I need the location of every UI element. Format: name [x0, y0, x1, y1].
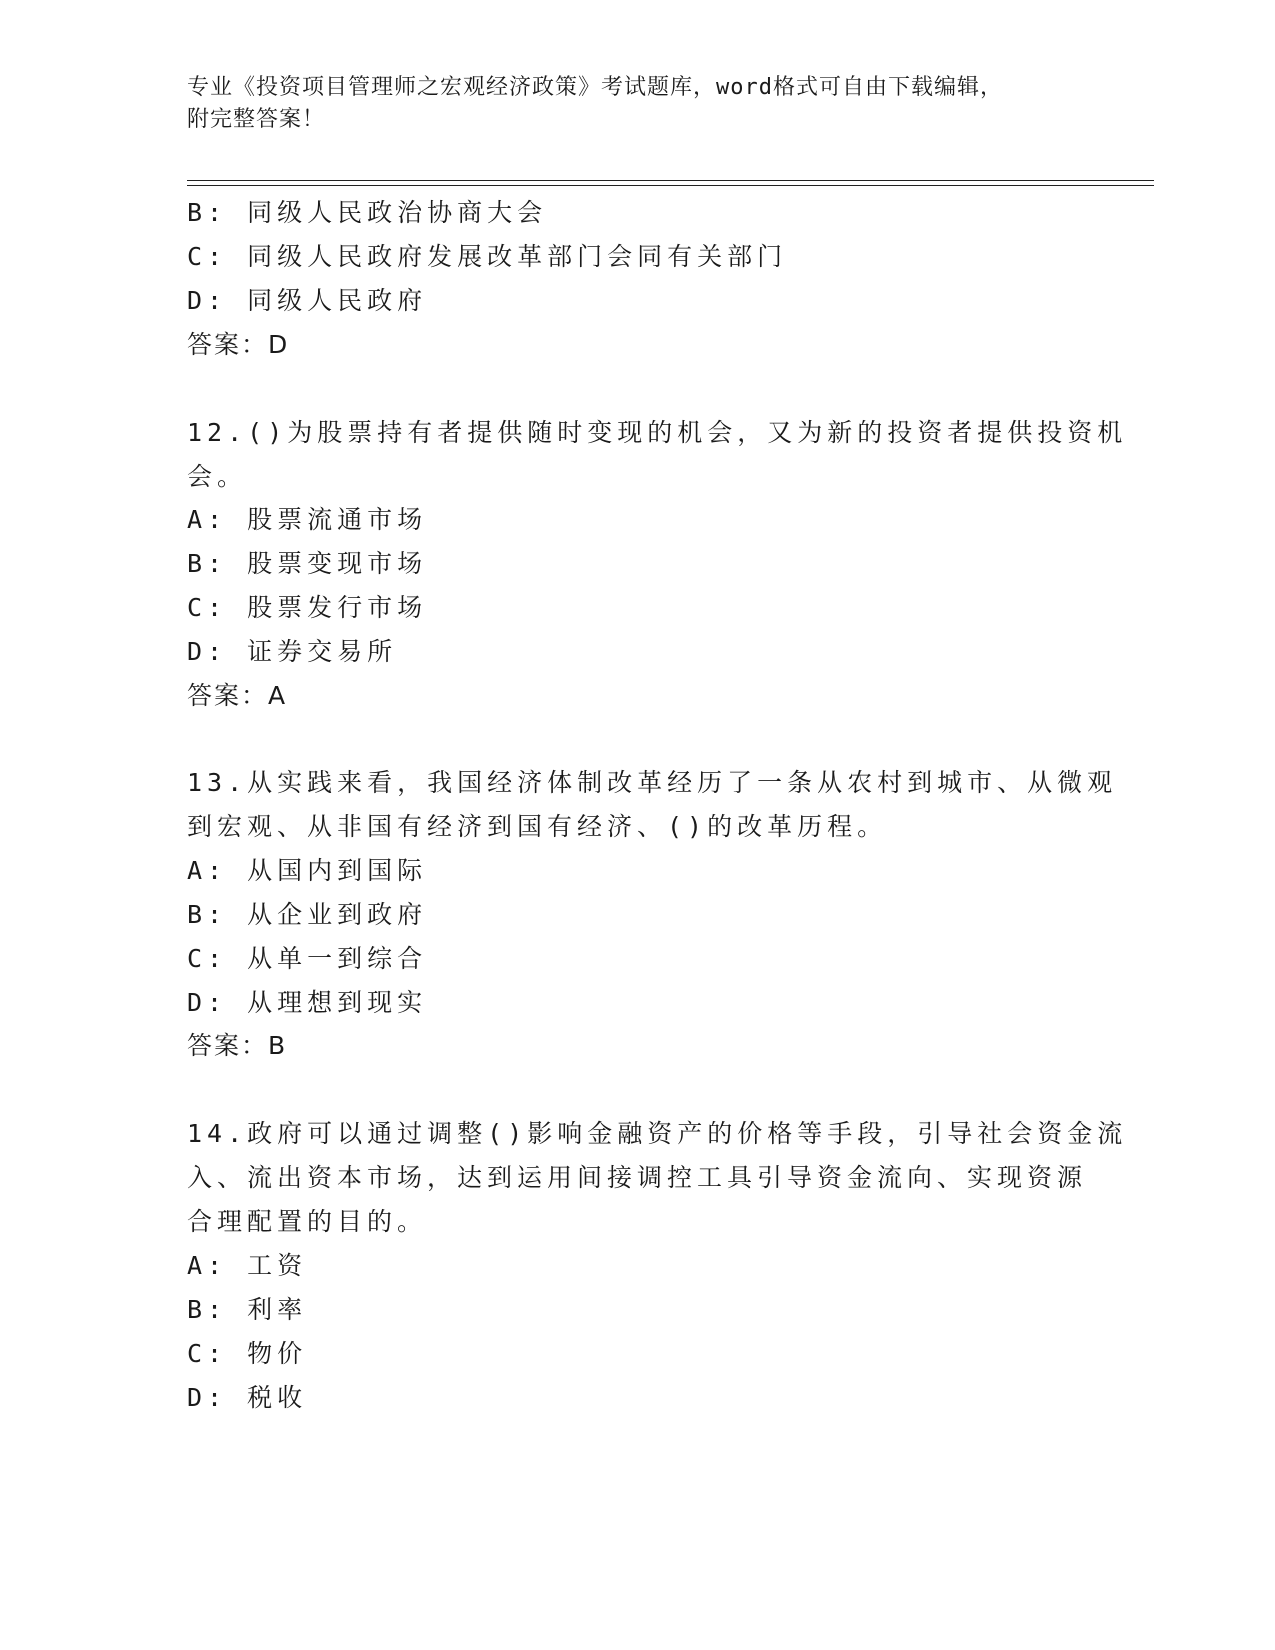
q12-option-c: C: 股票发行市场: [187, 593, 428, 622]
q11-option-d: D: 同级人民政府: [187, 286, 428, 315]
q13-option-d: D: 从理想到现实: [187, 988, 428, 1017]
q12-stem-line-1: 12.()为股票持有者提供随时变现的机会，又为新的投资者提供投资机: [187, 418, 1128, 447]
q14-option-c: C: 物价: [187, 1339, 308, 1368]
q12-stem-line-2: 会。: [187, 462, 248, 491]
q12-option-a: A: 股票流通市场: [187, 505, 428, 534]
header-line-1: 专业《投资项目管理师之宏观经济政策》考试题库，word格式可自由下载编辑，: [187, 75, 1003, 100]
document-header: [187, 72, 1067, 136]
q14-option-d: D: 税收: [187, 1383, 308, 1412]
q14-stem-line-2: 入、流出资本市场，达到运用间接调控工具引导资金流向、实现资源: [187, 1163, 1088, 1192]
q14-option-b: B: 利率: [187, 1295, 308, 1324]
q11-option-c: C: 同级人民政府发展改革部门会同有关部门: [187, 242, 788, 271]
q13-answer: 答案：B: [187, 1031, 288, 1060]
q13-stem-line-2: 到宏观、从非国有经济到国有经济、()的改革历程。: [187, 812, 888, 841]
q12-option-d: D: 证券交易所: [187, 637, 398, 666]
q13-option-c: C: 从单一到综合: [187, 944, 428, 973]
q11-answer: 答案：D: [187, 330, 290, 359]
q11-option-b: B: 同级人民政治协商大会: [187, 198, 548, 227]
header-divider-top: [187, 180, 1154, 181]
header-line-2: 附完整答案！: [187, 107, 326, 132]
q13-option-a: A: 从国内到国际: [187, 856, 428, 885]
q14-option-a: A: 工资: [187, 1251, 308, 1280]
q13-option-b: B: 从企业到政府: [187, 900, 428, 929]
q14-stem-line-3: 合理配置的目的。: [187, 1207, 428, 1236]
header-divider-bottom: [187, 185, 1154, 186]
q12-option-b: B: 股票变现市场: [187, 549, 428, 578]
q14-stem-line-1: 14.政府可以通过调整()影响金融资产的价格等手段，引导社会资金流: [187, 1119, 1128, 1148]
q12-answer: 答案：A: [187, 681, 288, 710]
q13-stem-line-1: 13.从实践来看，我国经济体制改革经历了一条从农村到城市、从微观: [187, 768, 1118, 797]
